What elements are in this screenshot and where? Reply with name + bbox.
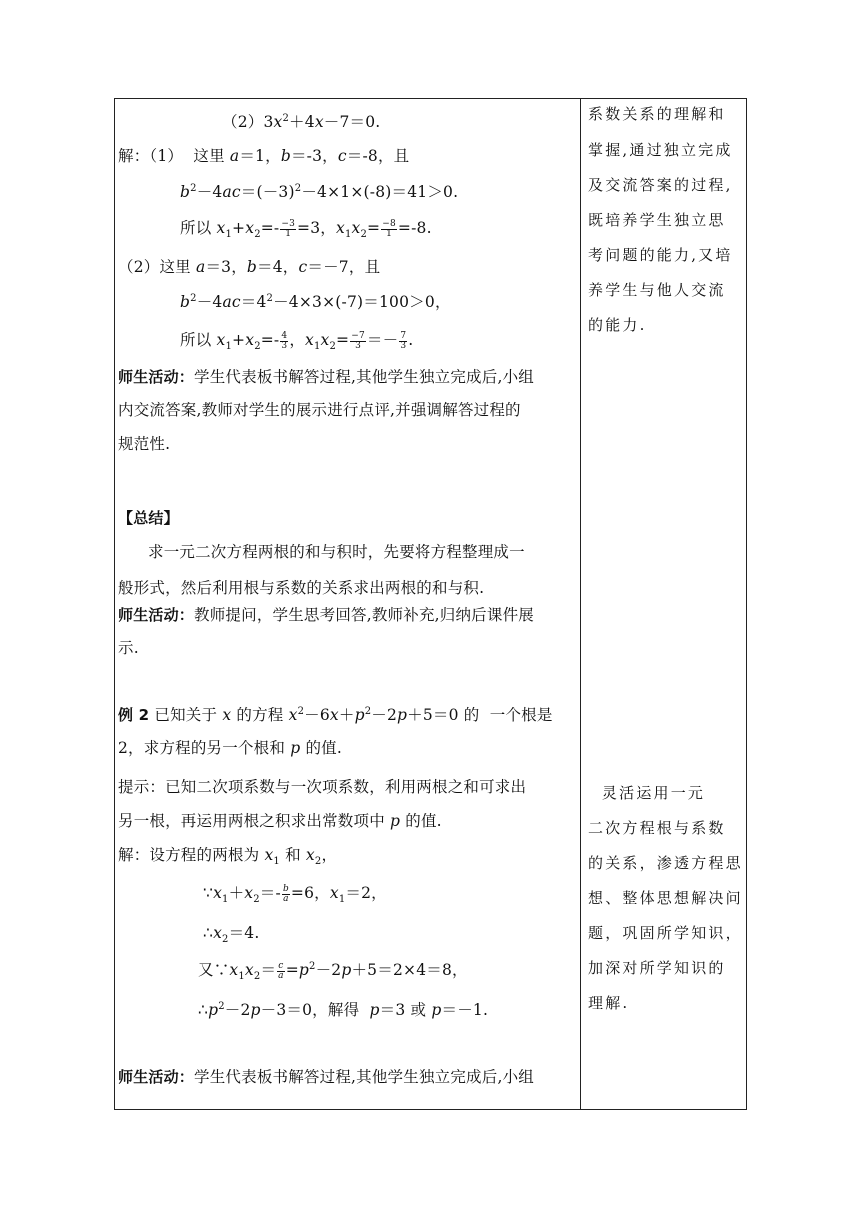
side-note-bottom-4: 想、整体思想解决问 — [588, 889, 743, 907]
side-note-bottom-3: 的关系，渗透方程思 — [588, 854, 743, 872]
side-note-bottom-1: 灵活运用一元 — [588, 784, 706, 802]
vieta-result-2: 所以 $x_1+x_2=-$ $\frac{4}{3}$ ，$x_1x_2=$ $\frac{-7}{3}$ ＝－ $\frac{7}{3}$ . — [180, 330, 414, 353]
side-note-bottom-7: 理解. — [588, 994, 630, 1012]
fraction: $\frac{c}{a}$ — [278, 960, 284, 981]
hint-line-2: 另一根，再运用两根之积求出常数项中 p 的值. — [118, 812, 442, 830]
side-note-bottom-6: 加深对所学知识的 — [588, 959, 726, 977]
ex2-solution-line-3: $\therefore x_2=4$. — [203, 924, 260, 946]
example-label: 例 2 — [118, 706, 150, 724]
ex2-solution-line-1: 解：设方程的两根为 $x_1$ 和 $x_2$， — [118, 846, 338, 868]
fraction: $\frac{-8}{1}$ — [382, 218, 396, 239]
ex2-solution-line-4: 又$\because x_1x_2=$ $\frac{c}{a}$ $=p^2-2p+5=2\times 4=8$， — [198, 960, 468, 983]
activity-3-line-1: 师生活动：学生代表板书解答过程,其他学生独立完成后,小组 — [118, 1068, 534, 1086]
side-note-bottom-5: 题，巩固所学知识， — [588, 924, 743, 942]
fraction: $\frac{b}{a}$ — [282, 883, 289, 904]
side-note-top-6: 养学生与他人交流 — [588, 281, 726, 299]
solution-1-intro: 解：（1） 这里 a＝1，b＝-3，c＝-8，且 — [118, 147, 410, 165]
vieta-result-1: 所以 $x_1+x_2=-$ $\frac{-3}{1}$ =3，$x_1x_2=$ $\frac{-8}{1}$ =-8. — [180, 218, 432, 241]
side-note-top-4: 既培养学生独立思 — [588, 211, 726, 229]
activity-1-line-3: 规范性. — [118, 435, 171, 453]
solution-2-intro: （2）这里 a＝3，b＝4，c＝－7，且 — [118, 258, 381, 276]
hint-line-1: 提示：已知二次项系数与一次项系数，利用两根之和可求出 — [118, 778, 527, 796]
example-2-line-2: 2，求方程的另一个根和 p 的值. — [118, 739, 342, 757]
activity-1-line-2: 内交流答案,教师对学生的展示进行点评,并强调解答过程的 — [118, 401, 521, 419]
activity-label: 师生活动： — [118, 606, 195, 624]
discriminant-2: $b^2-4ac=4^2-4\times 3\times(-7)=100>0$， — [180, 292, 451, 311]
fraction: $\frac{-7}{3}$ — [351, 330, 365, 351]
fraction: $\frac{4}{3}$ — [281, 330, 288, 351]
column-divider — [580, 98, 581, 1110]
summary-line-2: 般形式，然后利用根与系数的关系求出两根的和与积. — [118, 579, 485, 597]
side-note-top-3: 及交流答案的过程, — [588, 176, 733, 194]
ex2-solution-line-5: $\therefore p^2-2p-3=0$，解得 p＝3 或 p＝－1. — [198, 1000, 489, 1019]
activity-label: 师生活动： — [118, 368, 195, 386]
equation-2: $(2)3x^2+4x-7=0$. — [222, 112, 381, 131]
side-note-bottom-2: 二次方程根与系数 — [588, 819, 726, 837]
fraction: $\frac{7}{3}$ — [400, 330, 407, 351]
side-note-top-5: 考问题的能力,又培 — [588, 246, 733, 264]
discriminant-1: $b^2-4ac=(-3)^2-4\times 1\times(-8)=41>0$. — [180, 182, 459, 201]
activity-1-line-1: 师生活动：学生代表板书解答过程,其他学生独立完成后,小组 — [118, 368, 534, 386]
activity-2-line-2: 示. — [118, 639, 139, 657]
activity-2-line-1: 师生活动：教师提问，学生思考回答,教师补充,归纳后课件展 — [118, 606, 534, 624]
side-note-top-7: 的能力. — [588, 316, 647, 334]
example-2-line-1: 例 2 已知关于 x 的方程 $x^2-6x+p^2-2p+5=0$ 的 一个根是 — [118, 705, 553, 724]
side-note-top-2: 掌握,通过独立完成 — [588, 141, 733, 159]
side-note-top-1: 系数关系的理解和 — [588, 105, 726, 123]
summary-line-1: 求一元二次方程两根的和与积时，先要将方程整理成一 — [148, 543, 525, 561]
activity-label: 师生活动： — [118, 1068, 195, 1086]
fraction: $\frac{-3}{1}$ — [281, 218, 296, 239]
ex2-solution-line-2: $\because x_1+x_2=-$ $\frac{b}{a}$ =6，$x_1=2$， — [203, 883, 387, 906]
summary-title: 【总结】 — [118, 509, 179, 527]
